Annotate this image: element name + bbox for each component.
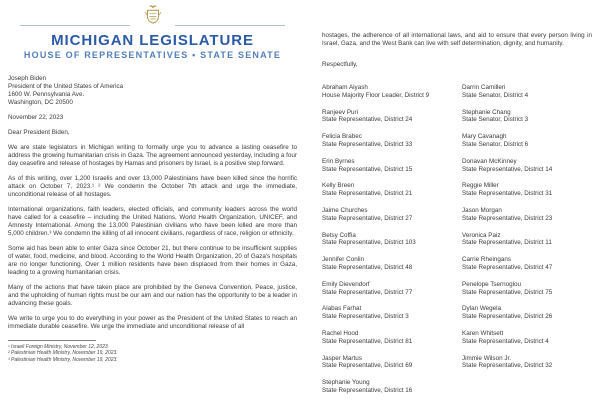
signatory-title: State Representative, District 4 xyxy=(462,337,549,345)
signatory-title: State Representative, District 47 xyxy=(462,263,553,271)
signatory xyxy=(322,330,462,346)
signatory xyxy=(462,355,592,371)
signatory-title: State Representative, District 81 xyxy=(322,337,413,345)
signatory-title: State Representative, District 77 xyxy=(322,288,413,296)
signatory xyxy=(322,305,462,321)
signatory xyxy=(462,133,592,149)
signatory-title: State Representative, District 23 xyxy=(462,214,553,222)
signatory xyxy=(462,207,592,223)
signatory-name: Jennifer Conlin xyxy=(322,256,365,264)
signatory-name: Jason Morgan xyxy=(462,206,502,214)
signatory-title: State Representative, District 48 xyxy=(322,263,413,271)
signatory xyxy=(322,109,462,125)
letterhead-subtitle: HOUSE OF REPRESENTATIVES • STATE SENATE xyxy=(23,50,282,60)
signatory-name: Stephanie Young xyxy=(322,379,370,387)
signatory-title: State Representative, District 32 xyxy=(462,362,553,370)
footnote-2: ² Palestinian Health Ministry, November 19, 2023. xyxy=(8,350,118,357)
signatory xyxy=(322,379,462,395)
footnote-divider xyxy=(8,340,96,341)
signatory-title: State Representative, District 26 xyxy=(462,313,553,321)
salutation: Dear President Biden, xyxy=(8,129,70,136)
signatory-title: State Senator, District 6 xyxy=(462,140,529,148)
signatory-name: Mary Cavanagh xyxy=(462,133,507,141)
signatory xyxy=(322,182,462,198)
signatory-name: Ranjeev Puri xyxy=(322,108,359,116)
paragraph-continuation: hostages, the adherence of all international laws, and aid to ensure that every person living in Israel, Gaza, and the West Bank can live with self determination, dignity, and humanity. xyxy=(322,32,592,47)
signatory-title: State Representative, District 11 xyxy=(462,239,552,247)
signatory-name: Dylan Wegela xyxy=(462,305,502,313)
signatory-name: Rachel Hood xyxy=(322,329,359,337)
michigan-seal-icon xyxy=(142,2,164,27)
signature-column xyxy=(322,32,592,395)
signatory xyxy=(462,330,592,346)
signatory-name: Kelly Breen xyxy=(322,182,355,190)
signatory xyxy=(462,232,592,248)
paragraph-3: International organizations, faith leaders, elected officials, and community leaders across the world have called for a ceasefire – including the United Nations, World Health Organization, UNICEF, and Amnesty International. Among the 13,000 Palestinian civilians who have been killed are more than 5,000 children.³ We condemn the killing of all innocent civilians, regardless of race, religion or ethnicity. xyxy=(8,206,297,237)
signatory xyxy=(322,281,462,297)
signatory-name: Abraham Aiyash xyxy=(322,84,368,91)
letterhead-title: MICHIGAN LEGISLATURE xyxy=(51,32,254,49)
signatory xyxy=(462,84,592,100)
signatory-name: Jaime Churches xyxy=(322,206,368,214)
signatory xyxy=(322,84,462,100)
signatory xyxy=(462,281,592,297)
recipient-address xyxy=(8,75,297,107)
signatory-name: Erin Byrnes xyxy=(322,157,355,165)
signatory-title: State Representative, District 21 xyxy=(322,190,413,198)
signatory-name: Betsy Coffia xyxy=(322,231,356,239)
paragraph-2: As of this writing, over 1,200 Israelis and over 13,000 Palestinians have been killed since the horrific attack on October 7, 2023.¹ ² We condemn the October 7th attack and urge the immediate, unconditional release of all hostages. xyxy=(8,175,297,198)
paragraph-6: We write to urge you to do everything in your power as the President of the United States to reach an immediate durable ceasefire. We urge the immediate and unconditional release of all xyxy=(8,315,297,330)
signatory-name: Karen Whitsett xyxy=(462,329,504,337)
signatory-name: Veronica Paiz xyxy=(462,231,501,239)
signatory xyxy=(322,207,462,223)
signatory-title: State Representative, District 33 xyxy=(322,140,413,148)
recipient-city: Washington, DC 20500 xyxy=(8,99,73,106)
signatory-title: State Representative, District 15 xyxy=(322,165,413,173)
signatory-name: Reggie Miller xyxy=(462,182,499,190)
signatory xyxy=(462,305,592,321)
signatory xyxy=(322,232,462,248)
signatory-title: State Senator, District 4 xyxy=(462,91,529,99)
signatory-title: State Senator, District 3 xyxy=(462,116,529,124)
signatory-title: State Representative, District 27 xyxy=(322,214,413,222)
signatory xyxy=(462,256,592,272)
signatory-name: Jasper Martus xyxy=(322,354,362,362)
recipient-street: 1600 W. Pennsylvania Ave. xyxy=(8,91,85,98)
signatory-title: State Representative, District 31 xyxy=(462,190,553,198)
signatory xyxy=(322,133,462,149)
footnote-1: ¹ Israeli Foreign Ministry, November 12, 2023. xyxy=(8,344,110,350)
signatory xyxy=(322,256,462,272)
footnote-3: ³ Palestinian Health Ministry, November 19, 2023. xyxy=(8,356,118,363)
signatory-name: Penelope Tsernoglou xyxy=(462,280,522,288)
signatory-grid xyxy=(322,84,592,395)
letterhead-rule-left xyxy=(20,25,130,26)
signatory xyxy=(462,158,592,174)
letterhead-seal-row xyxy=(8,2,297,28)
signatory-title: State Representative, District 75 xyxy=(462,288,553,296)
signatory-title: State Representative, District 3 xyxy=(322,313,409,321)
signatory-name: Darrin Camilleri xyxy=(462,84,506,91)
paragraph-4: Some aid has been able to enter Gaza since October 21, but there continue to be insufficient supplies of water, food, medicine, and blood. According to the World Health Organization, 20 of Gaza's hospitals are no longer functioning. Over 1 million residents have been displaced from their homes in Gaza, leading to a growing humanitarian crisis. xyxy=(8,245,297,276)
letterhead xyxy=(8,2,297,60)
signatory-name: Alabas Farhat xyxy=(322,305,362,313)
signatory-title: State Representative, District 24 xyxy=(322,116,413,124)
signatory-name: Jimmie Wilson Jr. xyxy=(462,354,511,362)
recipient-name: Joseph Biden xyxy=(8,75,47,82)
footnotes xyxy=(8,344,297,363)
signatory xyxy=(462,109,592,125)
signatory xyxy=(322,158,462,174)
signatory-column-right xyxy=(462,84,592,395)
signatory-name: Stephanie Chang xyxy=(462,108,511,116)
letterhead-rule-right xyxy=(175,25,285,26)
signatory-name: Emily Dievendorf xyxy=(322,280,370,288)
signatory-title: State Representative, District 16 xyxy=(322,386,413,394)
paragraph-5: Many of the actions that have taken place are prohibited by the Geneva Convention. Peace, justice, and the upholding of human rights must be our aim and our nation has the opportunity to be a leader in advancing these goals. xyxy=(8,284,297,307)
signatory-name: Carrie Rheingans xyxy=(462,256,512,264)
signatory-title: State Representative, District 69 xyxy=(322,362,413,370)
signatory-title: State Representative, District 103 xyxy=(322,239,416,247)
signatory-column-left xyxy=(322,84,462,395)
signatory xyxy=(462,182,592,198)
paragraph-1: We are state legislators in Michigan writing to formally urge you to advance a lasting ceasefire to address the growing humanitarian crisis in Gaza. The agreement announced yesterday, including a four day ceasefire and release of hostages by Hamas and prisoners by Israel, is a positive step forward. xyxy=(8,144,297,167)
letter-date: November 22, 2023 xyxy=(8,114,64,121)
letter-body-column xyxy=(8,75,297,363)
signatory-title: State Representative, District 14 xyxy=(462,165,553,173)
signatory-name: Felicia Brabec xyxy=(322,133,362,141)
closing: Respectfully, xyxy=(322,61,358,68)
signatory-name: Donavan McKinney xyxy=(462,157,517,165)
signatory-title: House Majority Floor Leader, District 9 xyxy=(322,91,430,99)
signatory xyxy=(322,355,462,371)
recipient-title: President of the United States of America xyxy=(8,83,124,90)
